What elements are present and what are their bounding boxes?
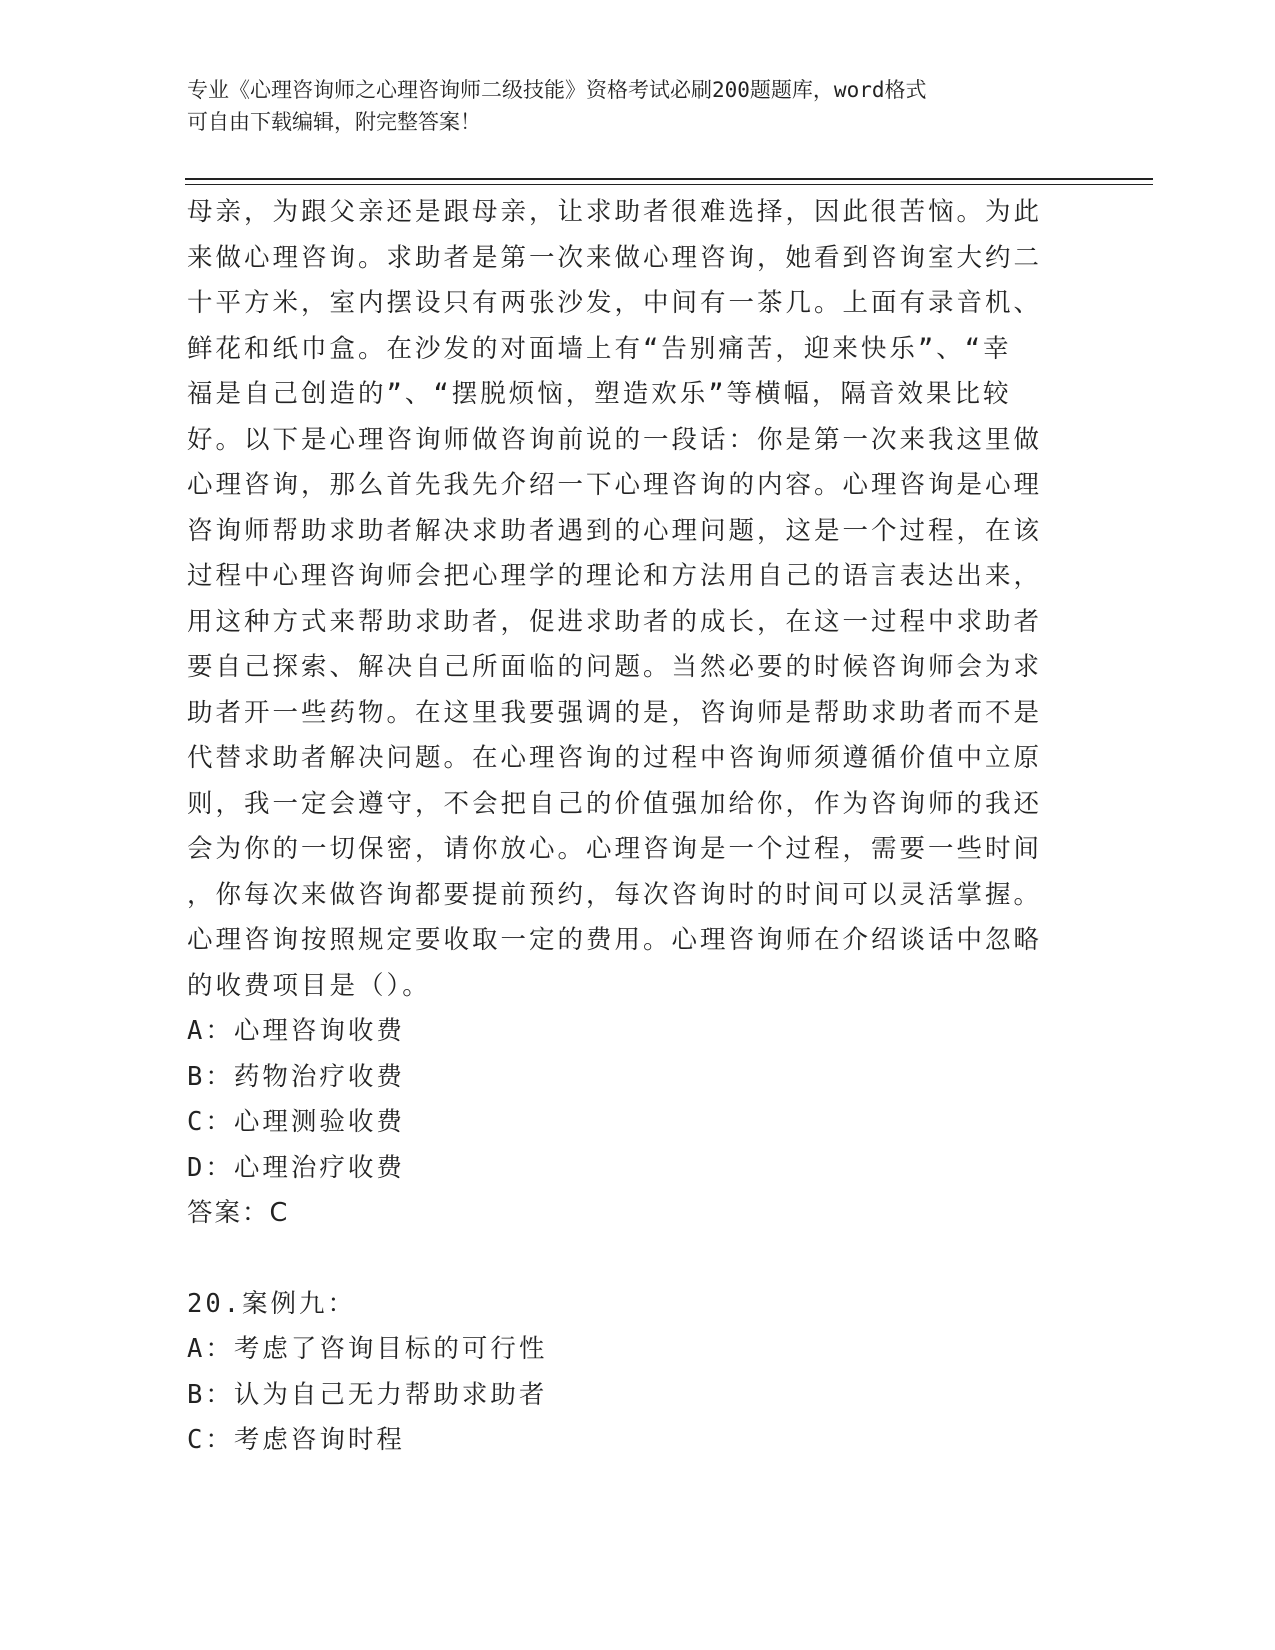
stem-line: 十平方米，室内摆设只有两张沙发，中间有一茶几。上面有录音机、 [187, 288, 1043, 318]
header-divider-thin [185, 184, 1153, 185]
question-20-title: 20.案例九： [187, 1288, 357, 1319]
header-divider-thick [185, 178, 1153, 180]
stem-line: ，你每次来做咨询都要提前预约，每次咨询时的时间可以灵活掌握。 [187, 879, 1043, 910]
stem-line: 心理咨询，那么首先我先介绍一下心理咨询的内容。心理咨询是心理 [187, 470, 1043, 500]
question-19-stem [187, 190, 1067, 1009]
header-line-1: 专业《心理咨询师之心理咨询师二级技能》资格考试必刷200题题库，word格式 [187, 78, 927, 102]
stem-line: 助者开一些药物。在这里我要强调的是，咨询师是帮助求助者而不是 [187, 697, 1043, 728]
stem-line: 母亲，为跟父亲还是跟母亲，让求助者很难选择，因此很苦恼。为此 [187, 197, 1043, 227]
stem-line: 要自己探索、解决自己所面临的问题。当然必要的时候咨询师会为求 [187, 652, 1043, 682]
question-19-option-d: D：心理治疗收费 [187, 1152, 405, 1183]
stem-line: 则，我一定会遵守，不会把自己的价值强加给你，作为咨询师的我还 [187, 788, 1043, 819]
stem-line: 会为你的一切保密，请你放心。心理咨询是一个过程，需要一些时间 [187, 834, 1043, 864]
question-spacer [187, 1237, 1067, 1282]
question-20-option-a: A：考虑了咨询目标的可行性 [187, 1334, 548, 1364]
question-19-option-c: C：心理测验收费 [187, 1107, 405, 1137]
document-header [187, 74, 1067, 138]
stem-line: 鲜花和纸巾盒。在沙发的对面墙上有“告别痛苦，迎来快乐”、“幸 [187, 333, 1012, 364]
stem-line: 代替求助者解决问题。在心理咨询的过程中咨询师须遵循价值中立原 [187, 743, 1043, 773]
stem-line: 来做心理咨询。求助者是第一次来做心理咨询，她看到咨询室大约二 [187, 242, 1043, 273]
question-20-option-c: C：考虑咨询时程 [187, 1425, 405, 1455]
question-20-option-b: B：认为自己无力帮助求助者 [187, 1379, 548, 1410]
stem-line: 好。以下是心理咨询师做咨询前说的一段话：你是第一次来我这里做 [187, 424, 1043, 455]
question-19-option-b: B：药物治疗收费 [187, 1061, 405, 1092]
question-19-option-a: A：心理咨询收费 [187, 1016, 405, 1046]
stem-line: 心理咨询按照规定要收取一定的费用。心理咨询师在介绍谈话中忽略 [187, 925, 1043, 955]
header-line-2: 可自由下载编辑，附完整答案！ [187, 110, 481, 134]
stem-line: 福是自己创造的”、“摆脱烦恼，塑造欢乐”等横幅，隔音效果比较 [187, 379, 1012, 409]
question-19-answer: 答案：C [187, 1198, 290, 1228]
stem-line: 过程中心理咨询师会把心理学的理论和方法用自己的语言表达出来， [187, 561, 1043, 591]
stem-line: 咨询师帮助求助者解决求助者遇到的心理问题，这是一个过程，在该 [187, 515, 1043, 546]
document-body [187, 190, 1067, 1464]
stem-line: 的收费项目是（）。 [187, 970, 431, 1001]
stem-line: 用这种方式来帮助求助者，促进求助者的成长，在这一过程中求助者 [187, 606, 1043, 637]
